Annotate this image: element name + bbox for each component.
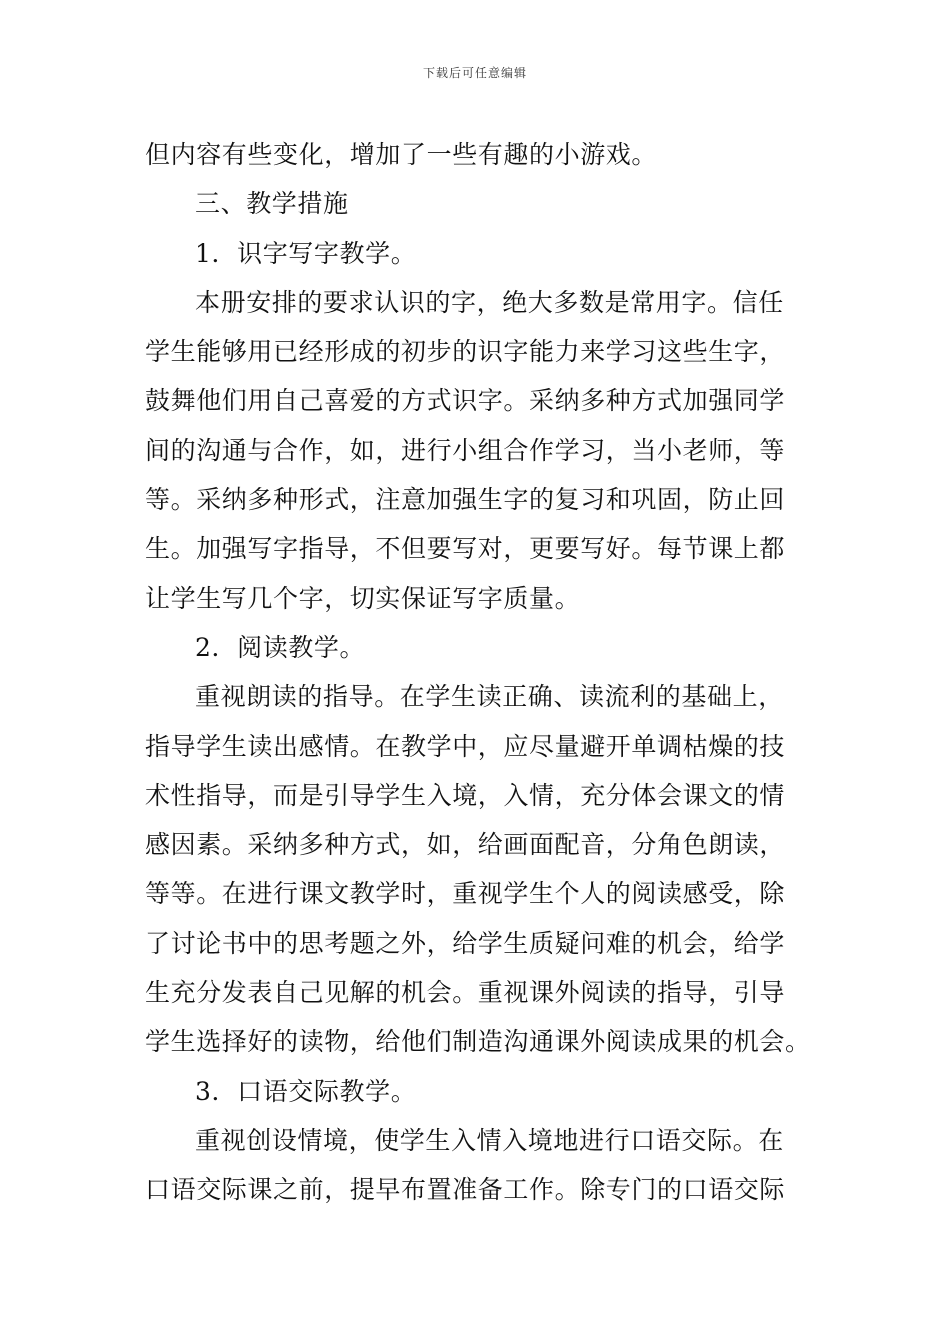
text-line: 学生选择好的读物，给他们制造沟通课外阅读成果的机会。 (145, 1027, 811, 1057)
text-line: 让学生写几个字，切实保证写字质量。 (145, 583, 581, 613)
text-line: 但内容有些变化，增加了一些有趣的小游戏。 (145, 140, 658, 169)
text-line: 生。加强写字指导，不但要写对，更要写好。每节课上都 (145, 534, 786, 564)
text-line: 重视朗读的指导。在学生读正确、读流利的基础上， (195, 682, 784, 712)
text-line: 指导学生读出感情。在教学中，应尽量避开单调枯燥的技 (145, 731, 786, 761)
text-line: 2．阅读教学。 (195, 632, 366, 662)
text-line: 口语交际课之前，提早布置准备工作。除专门的口语交际 (145, 1175, 786, 1205)
text-line: 间的沟通与合作，如，进行小组合作学习，当小老师，等 (145, 435, 786, 465)
text-line: 术性指导，而是引导学生入境，入情，充分体会课文的情 (145, 780, 786, 810)
text-line: 等。采纳多种形式，注意加强生字的复习和巩固，防止回 (145, 485, 786, 515)
text-line: 三、教学措施 (195, 189, 349, 219)
text-line: 了讨论书中的思考题之外，给学生质疑问难的机会，给学 (145, 928, 786, 958)
text-line: 学生能够用已经形成的初步的识字能力来学习这些生字， (145, 337, 786, 367)
text-line: 3．口语交际教学。 (195, 1076, 417, 1106)
text-line: 1．识字写字教学。 (195, 238, 417, 268)
text-line: 生充分发表自己见解的机会。重视课外阅读的指导，引导 (145, 978, 786, 1008)
text-line: 本册安排的要求认识的字，绝大多数是常用字。信任 (195, 287, 784, 317)
page-header: 下载后可任意编辑 (422, 66, 527, 80)
text-line: 重视创设情境，使学生入情入境地进行口语交际。在 (195, 1125, 784, 1155)
text-line: 等等。在进行课文教学时，重视学生个人的阅读感受，除 (145, 879, 786, 909)
text-line: 鼓舞他们用自己喜爱的方式识字。采纳多种方式加强同学 (145, 386, 786, 416)
document-body (145, 130, 810, 1215)
text-line: 感因素。采纳多种方式，如，给画面配音，分角色朗读， (145, 830, 786, 860)
